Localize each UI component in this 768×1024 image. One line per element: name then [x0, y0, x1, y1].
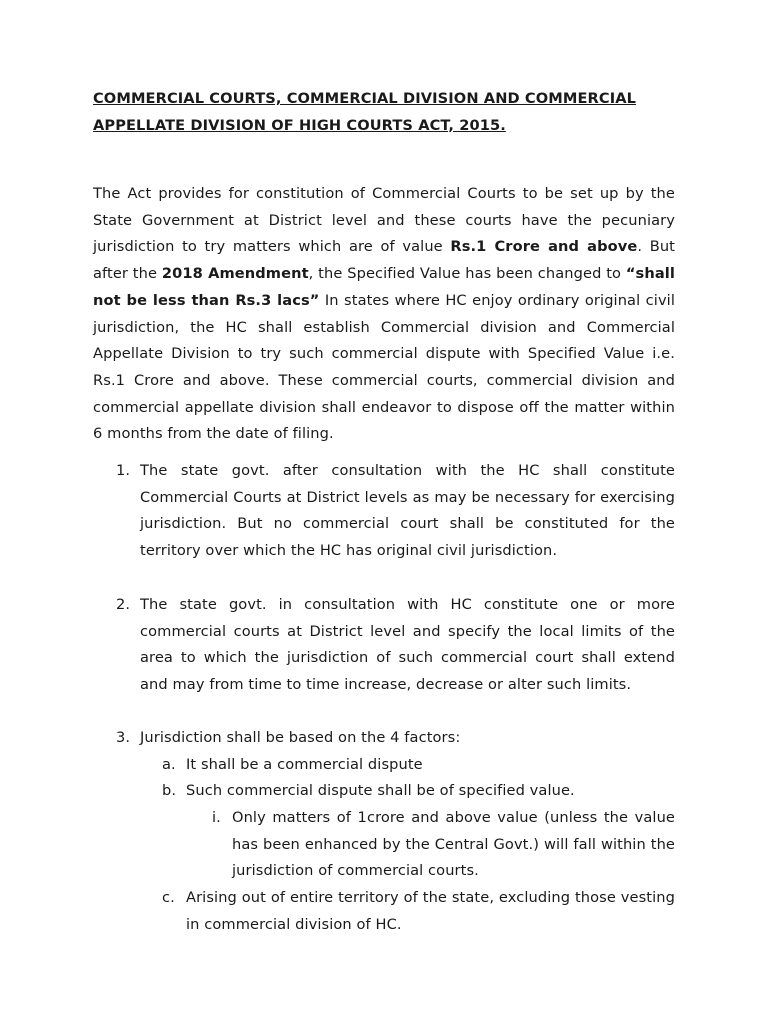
intro-text-1: The Act provides for constitution of Commercial Courts to be set up by the State Government at District level and these courts have the pecuniary jurisdiction to try matters which are of value	[93, 185, 675, 256]
list-item	[116, 458, 675, 565]
list-item-number: 2.	[116, 596, 131, 613]
document-title: COMMERCIAL COURTS, COMMERCIAL DIVISION AND COMMERCIAL APPELLATE DIVISION OF HIGH COURTS ACT, 2015.	[93, 90, 637, 134]
sub-list-item-text: It shall be a commercial dispute	[186, 756, 423, 773]
sub-list-item	[162, 752, 675, 779]
intro-text-3: , the Specified Value has been changed to	[308, 265, 626, 283]
list-item	[116, 725, 675, 752]
intro-text-4: In states where HC enjoy ordinary original civil jurisdiction, the HC shall establish Commercial division and Commercial Appellate Division to try such commercial dispute with Specified Value i.e. Rs.1 Crore and above. These commercial courts, commercial division and commercial appellate division shall endeavor to dispose off the matter within 6 months from the date of filing.	[93, 291, 675, 443]
sub-list-item	[162, 778, 675, 805]
intro-bold-2: 2018 Amendment	[161, 265, 309, 283]
sub-list-item-text: Such commercial dispute shall be of specified value.	[186, 782, 575, 799]
sub-list-item-letter: a.	[162, 756, 176, 773]
sub-sub-list-item-numeral: i.	[212, 809, 221, 826]
intro-paragraph	[93, 181, 675, 448]
sub-sub-list-item-text: Only matters of 1crore and above value (unless the value has been enhanced by the Central Govt.) will fall within the jurisdiction of commercial courts.	[232, 809, 675, 880]
list-item-text: Jurisdiction shall be based on the 4 factors:	[140, 729, 461, 746]
intro-bold-1: Rs.1 Crore and above	[450, 238, 638, 256]
list-item-number: 3.	[116, 729, 131, 746]
intro-bold-3: “shall not be less than Rs.3 lacs”	[93, 265, 675, 309]
list-item-text: The state govt. after consultation with the HC shall constitute Commercial Courts at District levels as may be necessary for exercising jurisdiction. But no commercial court shall be constituted for the territory over which the HC has original civil jurisdiction.	[140, 462, 675, 560]
intro-text-2: . But after the	[93, 238, 676, 283]
list-item-number: 1.	[116, 462, 131, 479]
sub-list-item-letter: b.	[162, 782, 177, 799]
list-item-text: The state govt. in consultation with HC constitute one or more commercial courts at District level and specify the local limits of the area to which the jurisdiction of such commercial court shall extend and may from time to time increase, decrease or alter such limits.	[140, 596, 675, 694]
sub-list-item-letter: c.	[162, 889, 175, 906]
list-item	[116, 592, 675, 699]
sub-list-item	[162, 885, 675, 938]
sub-sub-list-item	[212, 805, 675, 885]
sub-list-item-text: Arising out of entire territory of the state, excluding those vesting in commercial division of HC.	[186, 889, 675, 933]
